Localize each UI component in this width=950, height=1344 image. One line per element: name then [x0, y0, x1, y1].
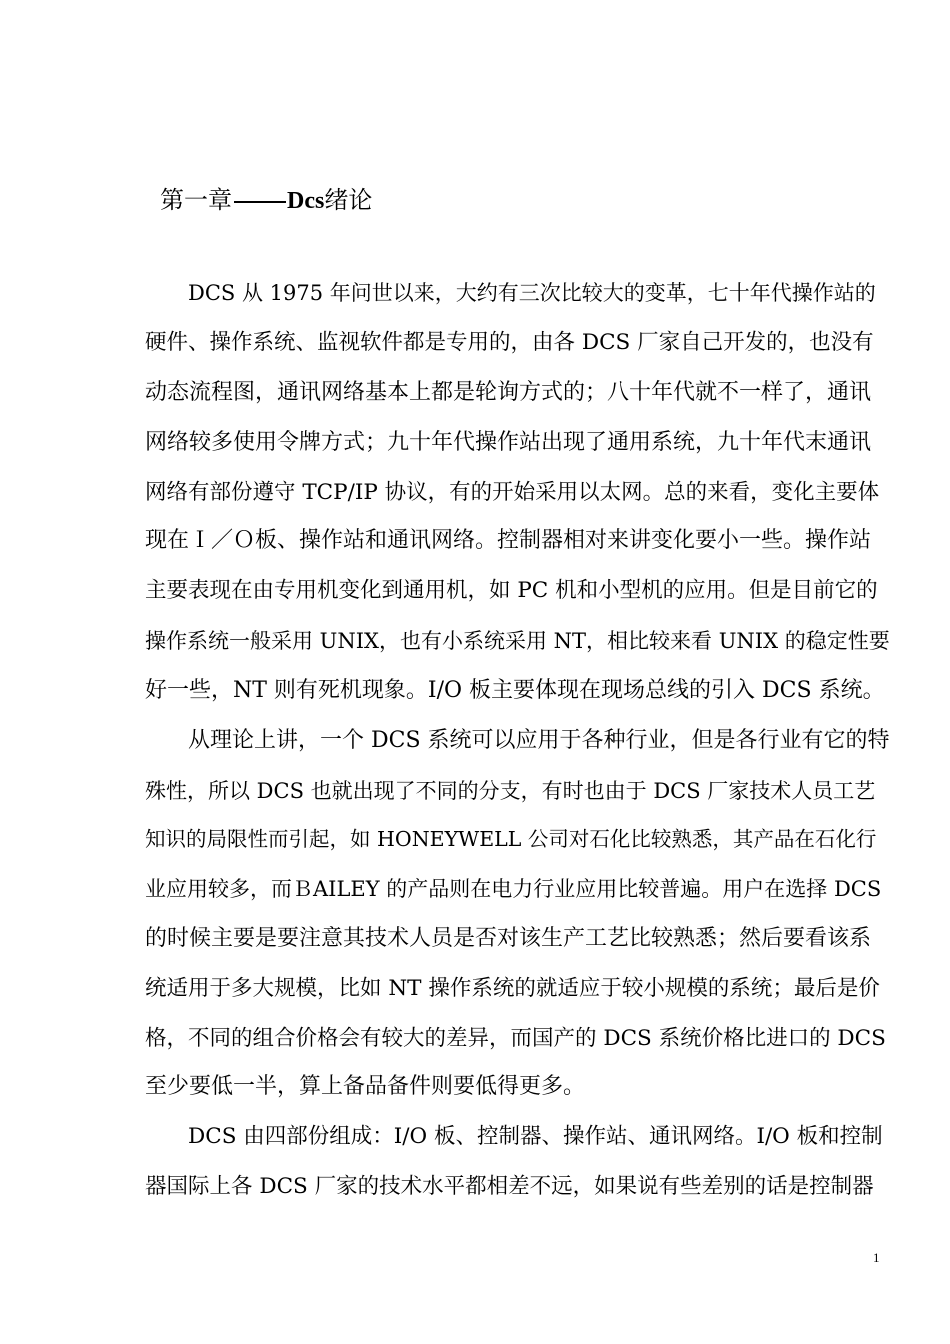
paragraph-2-line-5: 的时候主要是要注意其技术人员是否对该生产工艺比较熟悉；然后要看该系	[145, 926, 872, 951]
paragraph-1-line-1: DCS 从 1975 年问世以来，大约有三次比较大的变革，七十年代操作站的	[188, 281, 876, 305]
paragraph-2-line-2: 殊性，所以 DCS 也就出现了不同的分支，有时也由于 DCS 厂家技术人员工艺	[145, 779, 876, 803]
chapter-title-prefix: 第一章	[160, 186, 232, 214]
paragraph-1-line-5: 网络有部份遵守 TCP/IP 协议，有的开始采用以太网。总的来看，变化主要体	[145, 480, 880, 505]
em-dash-rule	[234, 201, 286, 203]
paragraph-2-line-3: 知识的局限性而引起，如 HONEYWELL 公司对石化比较熟悉，其产品在石化行	[145, 827, 877, 851]
paragraph-3-line-1: DCS 由四部份组成：I/O 板、控制器、操作站、通讯网络。I/O 板和控制	[188, 1124, 883, 1149]
paragraph-2-line-7: 格，不同的组合价格会有较大的差异，而国产的 DCS 系统价格比进口的 DCS	[145, 1026, 886, 1051]
paragraph-2-line-1: 从理论上讲，一个 DCS 系统可以应用于各种行业，但是各行业有它的特	[188, 728, 890, 753]
page-number: 1	[873, 1250, 880, 1265]
paragraph-1-line-9: 好一些，NT 则有死机现象。I/O 板主要体现在现场总线的引入 DCS 系统。	[145, 678, 885, 703]
paragraph-1-line-3: 动态流程图，通讯网络基本上都是轮询方式的；八十年代就不一样了，通讯	[145, 380, 872, 405]
paragraph-1-line-2: 硬件、操作系统、监视软件都是专用的，由各 DCS 厂家自己开发的，也没有	[145, 330, 874, 355]
paragraph-1-line-7: 主要表现在由专用机变化到通用机，如 PC 机和小型机的应用。但是目前它的	[145, 578, 878, 603]
chapter-title	[160, 183, 372, 218]
paragraph-1-line-4: 网络较多使用令牌方式；九十年代操作站出现了通用系统，九十年代末通讯	[145, 430, 872, 455]
paragraph-1-line-6: 现在Ｉ／Ｏ板、操作站和通讯网络。控制器相对来讲变化要小一些。操作站	[145, 528, 872, 553]
paragraph-2-line-4: 业应用较多，而ＢAILEY 的产品则在电力行业应用比较普遍。用户在选择 DCS	[145, 877, 882, 901]
paragraph-2-line-8: 至少要低一半，算上备品备件则要低得更多。	[145, 1074, 586, 1099]
paragraph-2-line-6: 统适用于多大规模，比如 NT 操作系统的就适应于较小规模的系统；最后是价	[145, 976, 880, 1001]
chapter-title-suffix: 绪论	[324, 186, 373, 214]
paragraph-1-line-8: 操作系统一般采用 UNIX，也有小系统采用 NT，相比较来看 UNIX 的稳定性要	[145, 629, 890, 653]
paragraph-3-line-2: 器国际上各 DCS 厂家的技术水平都相差不远，如果说有些差别的话是控制器	[145, 1174, 874, 1199]
chapter-title-bold: Dcs	[287, 188, 325, 214]
